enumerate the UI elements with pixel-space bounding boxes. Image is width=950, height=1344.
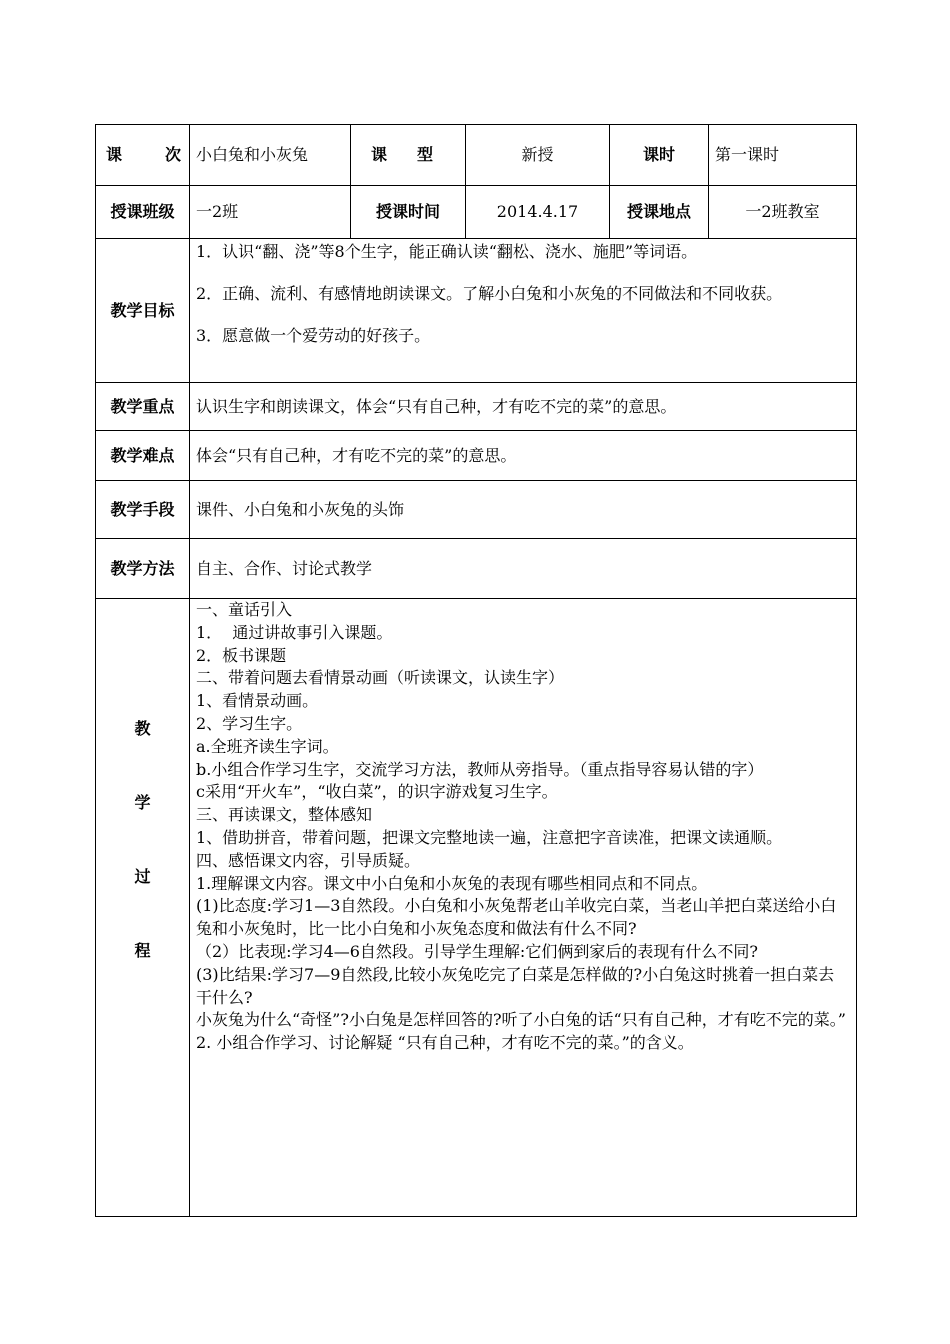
goal-item: 1．认识“翻、浇”等8个生字，能正确认读“翻松、浇水、施肥”等词语。: [196, 242, 698, 261]
row-method: [96, 539, 857, 599]
label-class: 授课班级: [96, 186, 190, 239]
process-line: a.全班齐读生字词。: [196, 736, 339, 756]
difficulty-value: 体会“只有自己种，才有吃不完的菜”的意思。: [190, 431, 857, 481]
lesson-plan-table: [95, 124, 857, 1217]
process-line: 四、感悟课文内容，引导质疑。: [196, 850, 421, 870]
row-process: [96, 599, 857, 1217]
label-process: 教 学 过 程: [96, 599, 190, 1217]
means-value: 课件、小白兔和小灰兔的头饰: [190, 481, 857, 539]
process-line: 1、借助拼音，带着问题，把课文完整地读一遍，注意把字音读准，把课文读通顺。: [196, 827, 783, 847]
process-line: 1． 通过讲故事引入课题。: [196, 622, 393, 642]
label-goals: 教学目标: [96, 239, 190, 383]
process-line: 2．板书课题: [196, 645, 287, 665]
process-line: 1、看情景动画。: [196, 691, 319, 711]
period-value: 第一课时: [709, 125, 857, 186]
label-period: 课时: [610, 125, 709, 186]
label-place: 授课地点: [610, 186, 709, 239]
process-line: 一、童话引入: [196, 600, 293, 619]
process-line: （2）比表现:学习4—6自然段。引导学生理解:它们俩到家后的表现有什么不同?: [196, 941, 758, 961]
process-content: [190, 599, 857, 1217]
row-difficulty: [96, 431, 857, 481]
process-line: 小灰兔为什么“奇怪”?小白兔是怎样回答的?听了小白兔的话“只有自己种，才有吃不完的菜。”: [196, 1010, 846, 1030]
row-lesson: [96, 125, 857, 186]
process-line: c采用“开火车”，“收白菜”，的识字游戏复习生字。: [196, 782, 558, 802]
class-value: 一2班: [190, 186, 351, 239]
method-value: 自主、合作、讨论式教学: [190, 539, 857, 599]
place-value: 一2班教室: [709, 186, 857, 239]
label-time: 授课时间: [351, 186, 466, 239]
label-key-point: 教学重点: [96, 383, 190, 431]
time-value: 2014.4.17: [466, 186, 610, 239]
process-line: b.小组合作学习生字，交流学习方法，教师从旁指导。（重点指导容易认错的字）: [196, 759, 764, 779]
row-means: [96, 481, 857, 539]
lesson-name: 小白兔和小灰兔: [190, 125, 351, 186]
goals-content: [190, 239, 857, 383]
process-line: (1)比态度:学习1—3自然段。小白兔和小灰兔帮老山羊收完白菜，当老山羊把白菜送给小白兔和小灰兔时，比一比小白兔和小灰兔态度和做法有什么不同?: [196, 896, 837, 939]
type-value: 新授: [466, 125, 610, 186]
label-means: 教学手段: [96, 481, 190, 539]
label-difficulty: 教学难点: [96, 431, 190, 481]
process-line: 二、带着问题去看情景动画（听读课文，认读生字）: [196, 668, 565, 688]
goal-item: 3．愿意做一个爱劳动的好孩子。: [196, 326, 431, 345]
key-point-value: 认识生字和朗读课文，体会“只有自己种，才有吃不完的菜”的意思。: [190, 383, 857, 431]
row-goals: [96, 239, 857, 383]
label-type: 课 型: [351, 125, 466, 186]
process-line: 1.理解课文内容。课文中小白兔和小灰兔的表现有哪些相同点和不同点。: [196, 873, 708, 893]
row-class: [96, 186, 857, 239]
label-method: 教学方法: [96, 539, 190, 599]
row-key-point: [96, 383, 857, 431]
process-line: 三、再读课文，整体感知: [196, 805, 373, 825]
goal-item: 2．正确、流利、有感情地朗读课文。了解小白兔和小灰兔的不同做法和不同收获。: [196, 284, 783, 303]
label-lesson: 课 次: [96, 125, 190, 186]
process-line: (3)比结果:学习7—9自然段,比较小灰兔吃完了白菜是怎样做的?小白兔这时挑着一担白菜去干什么?: [196, 964, 835, 1007]
process-line: 2. 小组合作学习、讨论解疑 “只有自己种，才有吃不完的菜。”的含义。: [196, 1033, 694, 1053]
process-line: 2、学习生字。: [196, 713, 303, 733]
